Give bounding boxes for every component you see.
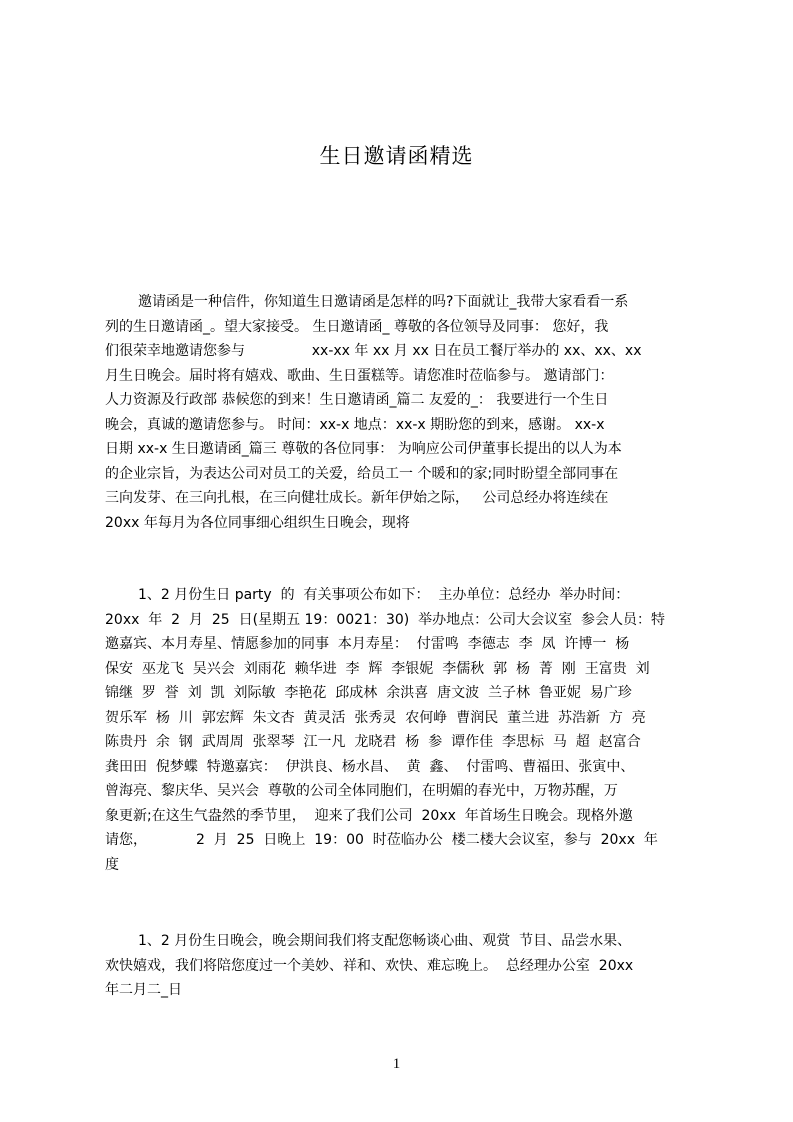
text-line: 的企业宗旨，为表达公司对员工的关爱，给员工一 个暖和的家;同时盼望全部同事在 [105, 465, 619, 482]
text-line: 曾海亮、黎庆华、吴兴会 尊敬的公司全体同胞们，在明媚的春光中，万物苏醒，万 [105, 783, 618, 799]
page-number: 1 [392, 1056, 401, 1072]
text-line: 三向发芽、在三向扎根，在三向健壮成长。新年伊始之际， 公司总经办将连续在 [105, 490, 609, 506]
text-line: 象更新;在这生气盎然的季节里， 迎来了我们公司 20xx 年首场生日晚会。现格外邀 [105, 807, 633, 824]
text-line: 1、2 月份生日 party 的 有关事项公布如下： 主办单位：总经办 举办时间： [138, 587, 630, 603]
text-line: 锦继 罗 誉 刘 凯 刘际敏 李艳花 邱成林 余洪喜 唐文波 兰子林 鲁亚妮 易广珍 [105, 685, 632, 701]
paragraph-event-details [105, 583, 697, 877]
paragraph-closing [105, 929, 697, 1003]
text-line: 欢快嬉戏，我们将陪您度过一个美妙、祥和、欢快、难忘晚上。 总经理办公室 20xx [105, 957, 634, 974]
text-line: 年二月二_日 [105, 982, 182, 998]
text-line: 人力资源及行政部 恭候您的到来！生日邀请函_篇二 友爱的_： 我要进行一个生日 [105, 392, 609, 408]
text-line: 们很荣幸地邀请您参与 xx-xx 年 xx 月 xx 日在员工餐厅举办的 xx、xx、xx [105, 343, 642, 359]
paragraph-intro [105, 290, 697, 535]
text-line: 陈贵丹 余 钢 武周周 张翠琴 江一凡 龙晓君 杨 参 谭作佳 李思标 马 超 赵富合 [105, 734, 641, 750]
text-line: 1、2 月份生日晚会，晚会期间我们将支配您畅谈心曲、观赏 节目、品尝水果、 [138, 933, 632, 949]
text-line: 度 [105, 856, 119, 873]
text-line: 邀请函是一种信件，你知道生日邀请函是怎样的吗?下面就让_我带大家看看一系 [138, 294, 629, 310]
text-line: 贺乐军 杨 川 郭宏辉 朱文杏 黄灵活 张秀灵 农何峥 曹润民 董兰进 苏浩新 方 亮 [105, 709, 646, 726]
text-line: 20xx 年 2 月 25 日(星期五 19：0021：30) 举办地点：公司大会议室 参会人员：特 [105, 611, 666, 628]
text-line: 保安 巫龙飞 吴兴会 刘雨花 赖华进 李 辉 李银妮 李儒秋 郭 杨 菁 刚 王富贵 刘 [105, 660, 650, 677]
text-line: 列的生日邀请函_。望大家接受。 生日邀请函_ 尊敬的各位领导及同事： 您好，我 [105, 318, 609, 335]
text-line: 晚会，真诚的邀请您参与。 时间：xx-x 地点：xx-x 期盼您的到来，感谢。 xx-x [105, 416, 605, 433]
text-line: 20xx 年每月为各位同事细心组织生日晚会，现将 [105, 514, 410, 531]
text-line: 龚田田 倪梦蝶 特邀嘉宾： 伊洪良、杨水昌、 黄 鑫、 付雷鸣、曹福田、张寅中、 [105, 758, 635, 775]
text-line: 月生日晚会。届时将有嬉戏、歌曲、生日蛋糕等。请您准时莅临参与。 邀请部门： [105, 367, 614, 384]
document-title: 生日邀请函精选 [319, 144, 474, 168]
text-line: 邀嘉宾、本月寿星、情愿参加的同事 本月寿星： 付雷鸣 李德志 李 凤 许博一 杨 [105, 636, 630, 652]
text-line: 日期 xx-x 生日邀请函_篇三 尊敬的各位同事： 为响应公司伊董事长提出的以人为本 [105, 441, 622, 457]
text-line: 请您， 2 月 25 日晚上 19：00 时莅临办公 楼二楼大会议室，参与 20xx 年 [105, 832, 658, 848]
